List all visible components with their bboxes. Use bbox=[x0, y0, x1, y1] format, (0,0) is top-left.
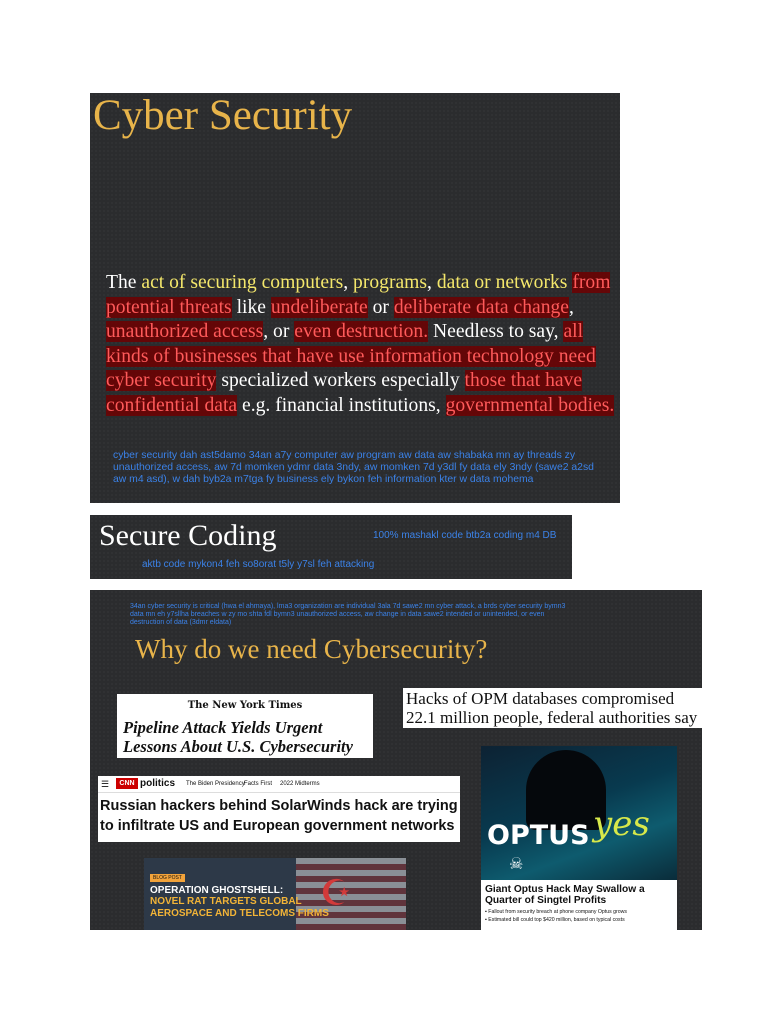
hacker-image bbox=[481, 746, 677, 880]
body-text-segment: specialized workers especially bbox=[216, 370, 465, 392]
body-text-segment: programs bbox=[353, 272, 428, 293]
body-text-segment: those that have confidential data bbox=[106, 370, 583, 416]
ghostshell-news-clipping bbox=[144, 858, 406, 930]
cnn-headline: Russian hackers behind SolarWinds hack are trying to infiltrate US and European government networks bbox=[100, 798, 458, 834]
body-text-segment: act of securing computers bbox=[141, 272, 344, 293]
body-text-segment: data or networks bbox=[436, 272, 568, 293]
blog-post-badge: BLOG POST bbox=[150, 874, 185, 882]
slide-title: Secure Coding bbox=[99, 519, 277, 552]
cnn-header-bar bbox=[98, 776, 460, 793]
body-text-segment: , bbox=[569, 296, 574, 318]
body-text-segment: The bbox=[106, 272, 142, 293]
body-text-segment: , or bbox=[263, 321, 295, 343]
body-text-segment: even destruction. bbox=[294, 321, 429, 343]
optus-tagline: yes bbox=[593, 804, 650, 844]
optus-bullet-text: Estimated bill could top $420 million, based on typical costs bbox=[488, 917, 625, 923]
body-text-segment: governmental bodies. bbox=[445, 394, 615, 416]
optus-bullet-text: Fallout from security breach at phone company Optus grows bbox=[488, 909, 627, 915]
slide-why-cybersecurity bbox=[90, 590, 702, 930]
cnn-section-label: politics bbox=[140, 778, 176, 789]
menu-icon: ☰ bbox=[101, 779, 110, 789]
cnn-logo: CNN bbox=[116, 778, 138, 789]
optus-headline: Giant Optus Hack May Swallow a Quarter of Singtel Profits bbox=[485, 884, 645, 906]
opm-headline: Hacks of OPM databases compromised 22.1 million people, federal authorities say bbox=[406, 689, 698, 727]
emblem-icon: ☪ bbox=[319, 873, 353, 914]
cnn-news-clipping bbox=[98, 776, 460, 842]
slide-body-text bbox=[106, 271, 616, 419]
nyt-headline: Pipeline Attack Yields Urgent Lessons About U.S. Cybersecurity bbox=[123, 718, 353, 756]
cnn-nav-item: 2022 Midterms bbox=[280, 781, 320, 787]
body-text-segment: deliberate data change bbox=[393, 296, 569, 318]
cnn-nav-item: The Biden Presidency bbox=[186, 781, 245, 787]
optus-news-clipping bbox=[481, 746, 677, 930]
body-text-segment: Needless to say, bbox=[428, 321, 564, 343]
body-text-segment: all kinds of businesses that have use information technology need cyber security bbox=[106, 321, 596, 392]
optus-bullet: ▪ Fallout from security breach at phone company Optus grows bbox=[485, 909, 627, 915]
slide-title: Why do we need Cybersecurity? bbox=[135, 634, 488, 664]
opm-news-clipping bbox=[403, 688, 702, 728]
body-text-segment: , bbox=[343, 272, 354, 293]
cnn-nav-item: Facts First bbox=[244, 781, 272, 787]
slide-annotation: aktb code mykon4 feh so8orat t5ly y7sl feh attacking bbox=[142, 559, 375, 570]
ghost-subheadline: NOVEL RAT TARGETS GLOBAL AEROSPACE AND TELECOMS FIRMS bbox=[150, 896, 329, 919]
nyt-logo: The New York Times bbox=[187, 700, 303, 711]
ghost-headline: OPERATION GHOSTSHELL: bbox=[150, 885, 284, 896]
optus-brand: OPTUS bbox=[487, 820, 590, 851]
slide-title: Cyber Security bbox=[93, 93, 353, 139]
slide-annotation: cyber security dah ast5damo 34an a7y computer aw program aw data aw shabaka mn ay threads zy unauthorized access, aw 7d momken ydmr data 3ndy, aw momken 7d y3dl fy data ely 3ndy (sawe2 a2sd aw m4 asd), w dah byb2a m7tga fy business ely bykon feh information kter w data mohema bbox=[113, 450, 594, 486]
body-text-segment: , bbox=[427, 272, 437, 293]
slide-cyber-security bbox=[90, 93, 620, 503]
body-text-segment: undeliberate bbox=[270, 296, 368, 318]
slide-annotation: 100% mashakl code btb2a coding m4 DB bbox=[373, 530, 557, 541]
body-text-segment: unauthorized access bbox=[106, 321, 264, 343]
slide-secure-coding bbox=[90, 515, 572, 579]
skull-icon: ☠ bbox=[509, 854, 524, 873]
body-text-segment: like bbox=[231, 296, 271, 318]
body-text-segment: from potential threats bbox=[106, 272, 611, 318]
slide-annotation: 34an cyber security is critical (hwa el ahmaya), lma3 organization are individual 3ala 7d sawe2 mn cyber attack, a brds cyber security bymn3 data mn eh y7sllha breaches w zy mo shta fdl bymn3 unauthorized access, aw change in data sawe2 intended or unintended, or even destruction of data (3dmr eldata) bbox=[130, 603, 566, 626]
nyt-news-clipping bbox=[117, 694, 373, 758]
body-text-segment: e.g. financial institutions, bbox=[237, 394, 446, 416]
optus-bullet: ▪ Estimated bill could top $420 million, based on typical costs bbox=[485, 917, 625, 923]
body-text-segment: or bbox=[367, 296, 394, 318]
